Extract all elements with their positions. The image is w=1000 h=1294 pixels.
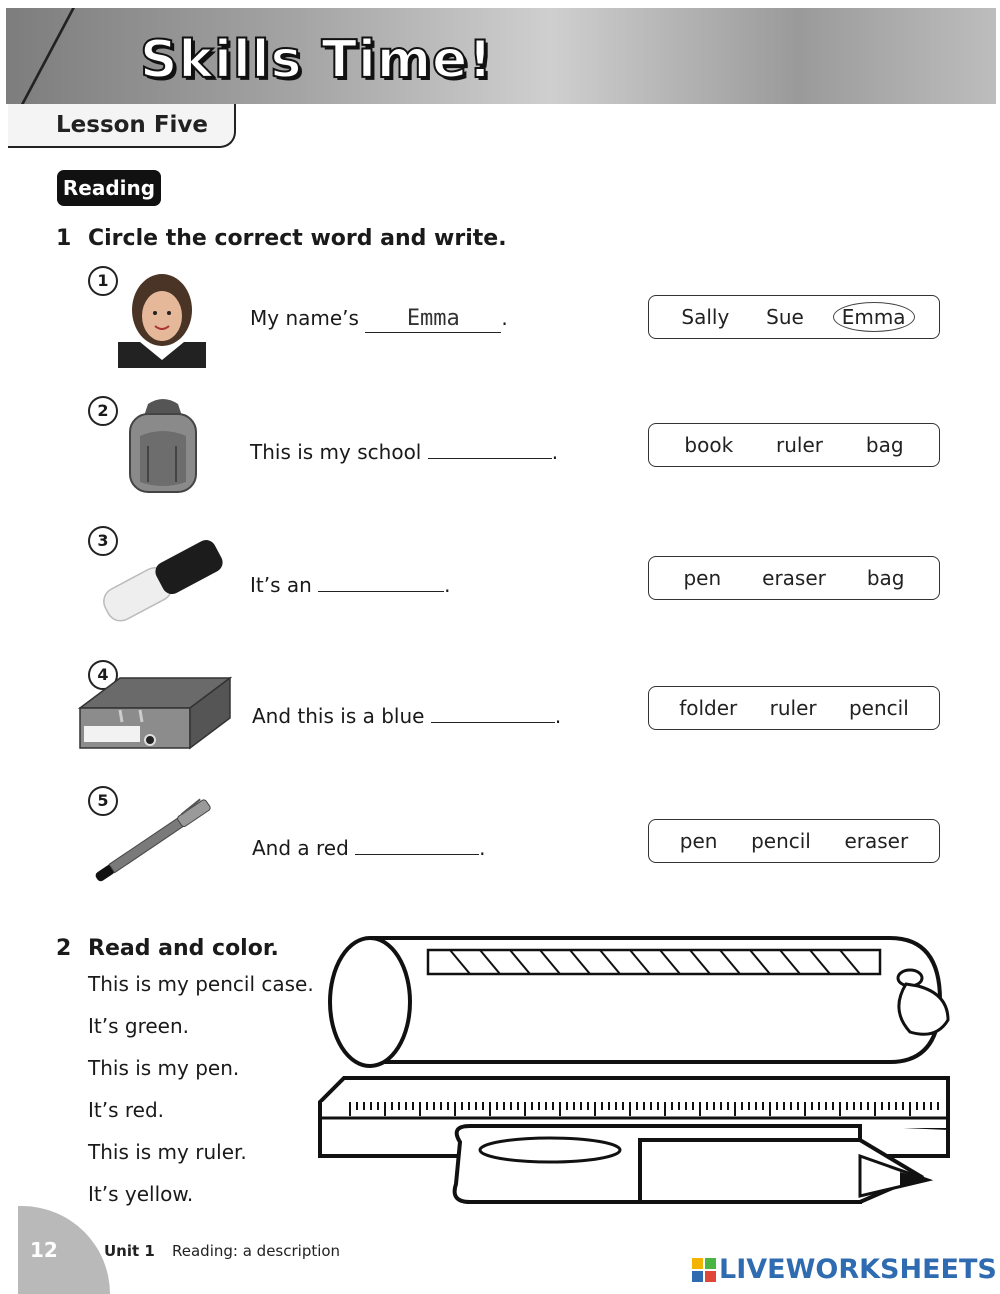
word-option[interactable]: pen [679,829,718,853]
item-2-sentence [250,432,558,464]
sentence-text: My name’s [250,306,359,330]
answer-field[interactable]: Emma [365,306,501,333]
sentence-text: And a red [252,836,349,860]
answer-field[interactable] [428,432,552,459]
item-number-1: 1 [88,266,118,296]
sentence-text: This is my school [250,440,422,464]
sentence-text: And this is a blue [252,704,425,728]
sentence-period: . [444,573,451,597]
item-3-sentence [250,565,451,597]
page-title: Skills Time! [140,30,494,90]
word-choice-box [648,686,940,730]
word-option[interactable]: bag [865,433,904,457]
item-5-sentence [252,828,486,860]
word-option[interactable]: eraser [762,566,826,590]
read-line-1: This is my pencil case. [88,972,314,996]
read-line-2: It’s green. [88,1014,189,1038]
pencil-case-drawing[interactable] [300,930,960,1220]
item-number-2: 2 [88,396,118,426]
answer-field[interactable] [431,696,555,723]
item-number-4: 4 [88,660,118,690]
word-option[interactable]: folder [679,696,738,720]
school-bag-photo [118,396,208,496]
unit-label: Unit 1 [104,1242,155,1260]
word-option[interactable]: ruler [769,696,817,720]
exercise-2-number: 2 [56,936,72,961]
sentence-period: . [554,704,562,728]
word-option[interactable]: eraser [844,829,909,853]
word-option[interactable]: ruler [776,433,824,457]
word-option[interactable]: pencil [751,829,811,853]
word-option[interactable]: bag [866,566,905,590]
sentence-period: . [551,440,559,464]
eraser-photo [92,530,232,626]
sentence-text: It’s an [250,573,312,597]
word-choice-box [648,295,940,339]
item-4-sentence [252,696,561,728]
word-choice-box [648,556,940,600]
item-number-3: 3 [88,526,118,556]
word-option[interactable]: Sally [681,305,730,329]
lesson-label: Lesson Five [56,112,209,138]
liveworksheets-wordmark: LIVEWORKSHEETS [719,1254,997,1285]
word-choice-box [648,423,940,467]
section-badge: Reading [57,170,161,206]
word-option[interactable]: pencil [848,696,909,720]
page-number: 12 [30,1238,58,1262]
exercise-1-number: 1 [56,226,72,251]
sentence-period: . [501,306,508,330]
exercise-1-instruction: Circle the correct word and write. [88,226,507,251]
word-option[interactable]: book [684,433,734,457]
read-line-5: This is my ruler. [88,1140,247,1164]
answer-field[interactable] [355,828,479,855]
sentence-period: . [479,836,486,860]
word-option[interactable]: pen [683,566,722,590]
pen-photo [88,798,218,886]
word-option-circled[interactable]: Emma [833,302,915,332]
girl-photo [100,268,210,368]
read-line-6: It’s yellow. [88,1182,194,1206]
answer-field[interactable] [318,565,444,592]
item-1-sentence [250,306,508,333]
folder-photo [78,676,232,754]
read-line-4: It’s red. [88,1098,165,1122]
unit-description: Reading: a description [172,1242,341,1260]
liveworksheets-logo[interactable] [692,1254,997,1285]
exercise-2-instruction: Read and color. [88,936,279,961]
word-choice-box [648,819,940,863]
liveworksheets-icon [692,1258,716,1282]
item-number-5: 5 [88,786,118,816]
read-line-3: This is my pen. [88,1056,240,1080]
word-option[interactable]: Sue [766,305,804,329]
